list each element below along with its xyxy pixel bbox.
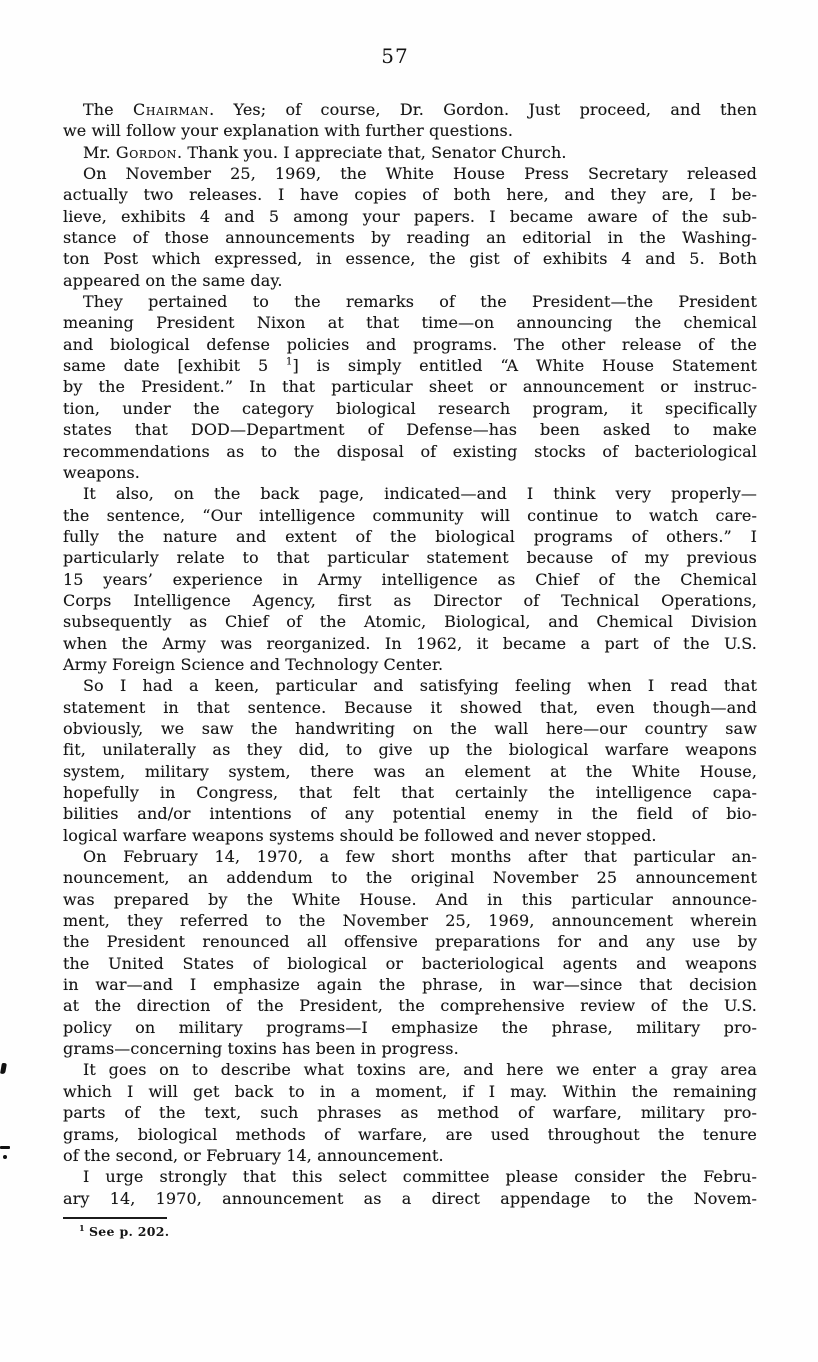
text-line: was prepared by the White House. And in this particular announce- xyxy=(63,889,757,909)
text-line: same date [exhibit 5 $^1$] is simply entitled “A White House Statement xyxy=(63,356,758,376)
text-line: policy on military programs—I emphasize the phrase, military pro- xyxy=(63,1017,757,1037)
text-line: The Chairman. Yes; of course, Dr. Gordon. Just proceed, and then xyxy=(83,100,757,119)
paragraph xyxy=(63,291,757,483)
footnote xyxy=(79,1224,169,1239)
text-line: the United States of biological or bacteriological agents and weapons xyxy=(63,953,757,973)
text-line: recommendations as to the disposal of existing stocks of bacteriological xyxy=(63,441,757,461)
text-line: Army Foreign Science and Technology Center. xyxy=(63,654,444,674)
text-line: we will follow your explanation with further questions. xyxy=(63,121,514,141)
scan-artifact xyxy=(0,1146,10,1149)
text-line: On November 25, 1969, the White House Press Secretary released xyxy=(83,164,757,184)
text-line: grams—concerning toxins has been in progress. xyxy=(63,1039,459,1059)
text-line: of the second, or February 14, announcement. xyxy=(63,1145,444,1165)
text-line: It also, on the back page, indicated—and I think very properly— xyxy=(83,484,757,504)
footnote-text: See p. 202. xyxy=(88,1224,170,1239)
text-line: bilities and/or intentions of any potential enemy in the field of bio- xyxy=(63,804,757,824)
paragraph xyxy=(63,483,757,675)
text-line: On February 14, 1970, a few short months after that particular an- xyxy=(83,847,757,867)
scan-artifact xyxy=(3,1155,7,1159)
paragraph xyxy=(63,163,757,291)
footnote-rule xyxy=(63,1217,167,1219)
paragraph xyxy=(63,675,757,846)
text-line: by the President.” In that particular sheet or announcement or instruc- xyxy=(63,377,757,397)
text-line: appeared on the same day. xyxy=(63,270,283,290)
text-line: They pertained to the remarks of the President—the President xyxy=(83,292,757,312)
text-line: the sentence, “Our intelligence community will continue to watch care- xyxy=(63,505,757,525)
text-line: statement in that sentence. Because it showed that, even though—and xyxy=(63,697,757,717)
text-line: ary 14, 1970, announcement as a direct appendage to the Novem- xyxy=(63,1188,757,1208)
text-line: ment, they referred to the November 25, 1969, announcement wherein xyxy=(63,911,757,931)
text-line: ton Post which expressed, in essence, the gist of exhibits 4 and 5. Both xyxy=(63,249,757,269)
paragraph xyxy=(63,846,757,1059)
text-line: hopefully in Congress, that felt that certainly the intelligence capa- xyxy=(63,783,757,802)
text-line: the President renounced all offensive preparations for and any use by xyxy=(63,932,757,952)
text-line: parts of the text, such phrases as method of warfare, military pro- xyxy=(63,1103,757,1123)
paragraph xyxy=(63,1059,757,1166)
text-line: 15 years’ experience in Army intelligence as Chief of the Chemical xyxy=(63,569,757,589)
text-line: stance of those announcements by reading an editorial in the Washing- xyxy=(63,228,757,248)
text-line: particularly relate to that particular statement because of my previous xyxy=(63,548,757,568)
text-line: and biological defense policies and programs. The other release of the xyxy=(63,334,757,354)
text-line: nouncement, an addendum to the original November 25 announcement xyxy=(63,868,757,888)
text-line: in war—and I emphasize again the phrase, in war—since that decision xyxy=(63,975,757,995)
text-line: obviously, we saw the handwriting on the wall here—our country saw xyxy=(63,718,757,738)
text-line: Mr. Gordon. Thank you. I appreciate that, Senator Church. xyxy=(83,142,567,162)
text-line: which I will get back to in a moment, if I may. Within the remaining xyxy=(63,1081,757,1101)
text-line: It goes on to describe what toxins are, and here we enter a gray area xyxy=(83,1060,757,1080)
footnote-marker: 1 xyxy=(79,1222,85,1233)
page-number: 57 xyxy=(381,44,409,68)
paragraph xyxy=(63,99,757,142)
text-line: I urge strongly that this select committee please consider the Febru- xyxy=(83,1167,757,1187)
text-line: So I had a keen, particular and satisfying feeling when I read that xyxy=(83,676,757,696)
scan-artifact xyxy=(0,1063,7,1075)
text-body xyxy=(63,99,757,1209)
text-line: grams, biological methods of warfare, are used throughout the tenure xyxy=(63,1124,757,1144)
text-line: weapons. xyxy=(63,462,140,482)
text-line: Corps Intelligence Agency, first as Director of Technical Operations, xyxy=(63,590,757,610)
text-line: states that DOD—Department of Defense—has been asked to make xyxy=(63,420,757,440)
text-line: logical warfare weapons systems should be followed and never stopped. xyxy=(63,825,657,845)
text-line: when the Army was reorganized. In 1962, it became a part of the U.S. xyxy=(63,633,757,653)
paragraph xyxy=(63,1166,757,1209)
text-line: at the direction of the President, the comprehensive review of the U.S. xyxy=(63,996,757,1016)
text-line: fit, unilaterally as they did, to give up the biological warfare weapons xyxy=(63,740,757,760)
text-line: tion, under the category biological research program, it specifically xyxy=(63,398,757,418)
text-line: fully the nature and extent of the biological programs of others.” I xyxy=(63,526,757,546)
text-line: system, military system, there was an element at the White House, xyxy=(63,761,757,781)
text-line: subsequently as Chief of the Atomic, Biological, and Chemical Division xyxy=(63,612,757,632)
text-line: actually two releases. I have copies of both here, and they are, I be- xyxy=(63,185,757,205)
text-line: lieve, exhibits 4 and 5 among your papers. I became aware of the sub- xyxy=(63,206,757,226)
text-line: meaning President Nixon at that time—on announcing the chemical xyxy=(63,313,757,333)
paragraph xyxy=(63,142,757,163)
